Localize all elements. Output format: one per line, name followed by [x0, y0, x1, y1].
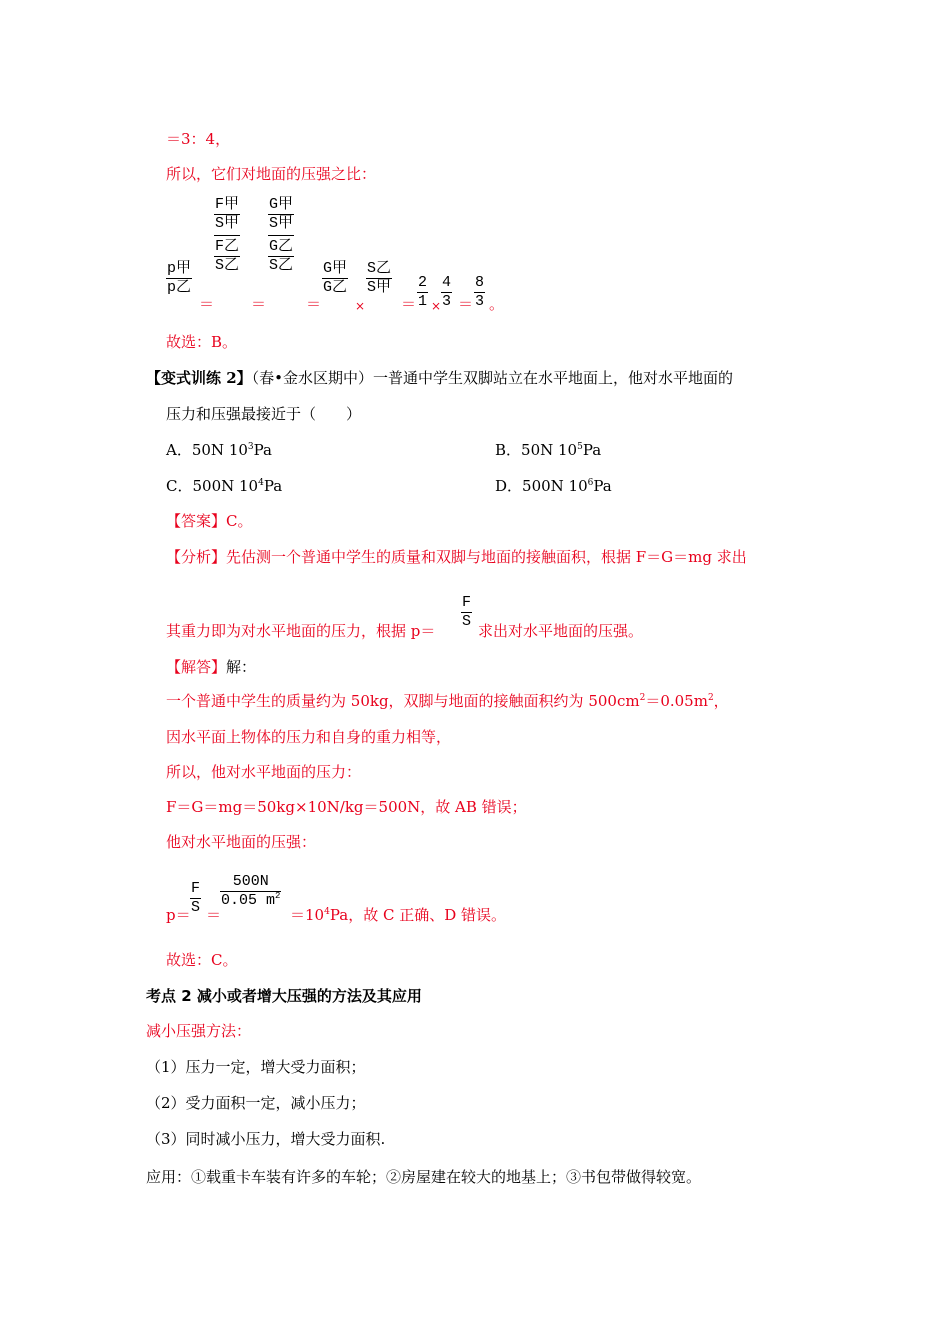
term1-top-denominator: S甲 — [215, 215, 240, 232]
option-c-exponent: 4 — [258, 478, 264, 488]
solution-label: 【解答】 — [166, 658, 227, 676]
option-d-value: D．500N 10 — [495, 477, 588, 495]
answer-choice-c: 故选：C。 — [166, 951, 238, 969]
solution-label-line — [166, 657, 256, 677]
fraction-numerator: 4 — [442, 274, 452, 291]
force-numerator: F — [191, 880, 201, 897]
analysis-line-2-end: 求出对水平地面的压强。 — [478, 622, 644, 640]
weight-ratio-fraction — [322, 260, 348, 297]
option-c — [166, 476, 282, 496]
final-result-value: ＝10 — [290, 906, 325, 924]
result-denominator: 3 — [475, 293, 485, 310]
period: 。 — [489, 295, 505, 313]
equals-sign: ＝ — [251, 295, 267, 313]
answer-line: 【答案】C。 — [166, 512, 253, 530]
option-c-value: C．500N 10 — [166, 477, 259, 495]
term1-top-numerator: F甲 — [215, 196, 240, 213]
weight-numerator: G甲 — [323, 260, 348, 277]
area-exponent: 2 — [275, 891, 281, 901]
option-a — [166, 440, 272, 460]
solution-line-1-end: ， — [713, 692, 729, 710]
option-d — [495, 476, 612, 496]
compound-fraction-2 — [268, 196, 294, 275]
option-a-exponent: 3 — [247, 442, 254, 452]
method-item: （2）受力面积一定，减小压力； — [146, 1094, 366, 1112]
solution-line-1-text: 一个普通中学生的质量约为 50kg，双脚与地面的接触面积约为 500cm — [166, 692, 640, 710]
equals-sign: ＝ — [306, 295, 322, 313]
solution-line-4: F＝G＝mg＝50kg×10N/kg＝500N，故 AB 错误； — [166, 798, 527, 816]
solution-line-1-area: ＝0.05m — [645, 692, 708, 710]
area-denominator: S — [462, 613, 472, 630]
value-fraction — [220, 873, 281, 910]
option-a-unit: Pa — [253, 441, 273, 459]
ratio-line: ＝3：4， — [166, 130, 231, 148]
question-text: （春•金水区期中）一普通中学生双脚站立在水平地面上，他对水平地面的 — [251, 369, 734, 387]
method-item: （3）同时减小压力，增大受力面积. — [146, 1130, 386, 1148]
equals-sign: ＝ — [458, 295, 474, 313]
option-b-value: B．50N 10 — [495, 441, 578, 459]
fraction-four-over-three — [441, 274, 452, 311]
fraction-numerator: 2 — [418, 274, 428, 291]
area-denominator: S甲 — [367, 279, 392, 296]
fraction-denominator: 3 — [442, 293, 452, 310]
option-b — [495, 440, 601, 460]
equals-sign: ＝ — [199, 295, 215, 313]
final-result — [290, 905, 506, 925]
force-over-area-fraction — [190, 880, 201, 917]
area-value-text: 0.05 m — [221, 892, 276, 909]
term2-bottom-denominator: S乙 — [269, 257, 294, 274]
area-numerator: S乙 — [367, 260, 392, 277]
p-equals: p＝ — [166, 906, 191, 924]
solution-label-after: 解： — [226, 658, 257, 676]
equals-sign: ＝ — [401, 295, 417, 313]
option-d-unit: Pa — [593, 477, 612, 495]
lhs-numerator: p甲 — [167, 260, 192, 277]
section-title: 考点 2 减小或者增大压强的方法及其应用 — [146, 987, 422, 1005]
lhs-denominator: p乙 — [167, 279, 192, 296]
fraction-denominator: 1 — [418, 293, 428, 310]
area-value — [220, 892, 281, 910]
pressure-formula-fraction — [461, 594, 472, 631]
solution-line-1 — [166, 691, 729, 711]
pressure-ratio-intro: 所以，它们对地面的压强之比： — [166, 165, 377, 183]
analysis-line-2-start: 其重力即为对水平地面的压力，根据 p＝ — [166, 622, 436, 640]
term1-bottom-denominator: S乙 — [215, 257, 240, 274]
area-ratio-fraction — [366, 260, 392, 297]
square-exponent: 2 — [639, 693, 646, 703]
solution-line-5: 他对水平地面的压强： — [166, 833, 317, 851]
option-b-exponent: 5 — [577, 442, 583, 452]
analysis-line-1: 【分析】先估测一个普通中学生的质量和双脚与地面的接触面积，根据 F＝G＝mg 求出 — [166, 548, 747, 566]
times-sign: × — [355, 299, 366, 313]
term2-top-numerator: G甲 — [269, 196, 294, 213]
term2-bottom-numerator: G乙 — [269, 238, 294, 255]
compound-fraction-1 — [214, 196, 240, 275]
final-result-conclusion: Pa，故 C 正确、D 错误。 — [329, 906, 506, 924]
option-c-unit: Pa — [263, 477, 283, 495]
weight-denominator: G乙 — [323, 279, 348, 296]
force-value: 500N — [220, 873, 281, 892]
option-b-unit: Pa — [582, 441, 602, 459]
question-label: 【变式训练 2】 — [146, 369, 252, 387]
result-fraction — [474, 274, 485, 311]
term1-bottom-numerator: F乙 — [215, 238, 240, 255]
times-sign: × — [431, 299, 442, 313]
question-line-2: 压力和压强最接近于（ ） — [166, 405, 362, 423]
question-line-1 — [146, 368, 733, 388]
solution-line-3: 所以，他对水平地面的压力： — [166, 763, 362, 781]
final-result-exponent: 4 — [324, 907, 330, 917]
answer-choice-b: 故选：B。 — [166, 333, 238, 351]
term2-top-denominator: S甲 — [269, 215, 294, 232]
square-exponent: 2 — [707, 693, 714, 703]
option-a-value: A．50N 10 — [166, 441, 248, 459]
result-numerator: 8 — [475, 274, 485, 291]
option-d-exponent: 6 — [587, 478, 594, 488]
area-denominator: S — [191, 899, 201, 916]
lhs-fraction — [166, 260, 192, 297]
reduce-pressure-title: 减小压强方法： — [146, 1022, 252, 1040]
application-line: 应用：①载重卡车装有许多的车轮；②房屋建在较大的地基上；③书包带做得较宽。 — [146, 1168, 702, 1186]
force-numerator: F — [462, 594, 472, 611]
equals-sign: ＝ — [206, 906, 222, 924]
fraction-two-over-one — [417, 274, 428, 311]
solution-line-2: 因水平面上物体的压力和自身的重力相等， — [166, 728, 452, 746]
method-item: （1）压力一定，增大受力面积； — [146, 1058, 366, 1076]
